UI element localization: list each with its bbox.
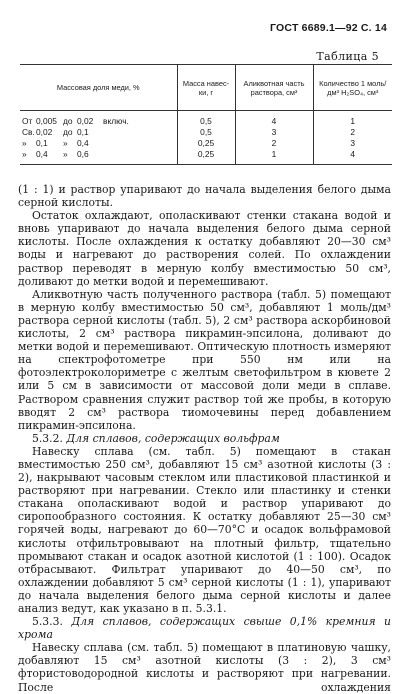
aliquot-cell: 4 (235, 111, 313, 128)
table-row (20, 111, 392, 128)
table-row (20, 138, 392, 149)
paragraph: Навеску сплава (см. табл. 5) помещают в платиновую чашку, добавляют 15 см³ азотной кислоты (3 : 2), 3 см³ фтористоводородной кислоты и растворяют при нагревании. После охлаждения (18, 641, 391, 694)
table-header-row (20, 65, 392, 111)
mass-cell: 0,25 (177, 149, 235, 165)
section-heading-5-3-2: 5.3.2. Для сплавов, содержащих вольфрам (32, 431, 280, 445)
table-title: Таблица 5 (316, 50, 379, 63)
acid-cell: 4 (313, 149, 392, 165)
paragraph: Аликвотную часть полученного раствора (табл. 5) помещают в мерную колбу вместимостью 50 см³, добавляют 1 моль/дм³ раствора серной кислоты (табл. 5), 2 см³ раствора аскорбиновой кислоты, 2 см³ раствора пикрамин-эпсилона, доливают до метки водой и перемешивают. Оптическую плотность измеряют на спектрофотометре при 550 нм или на фотоэлектроколориметре с желтым светофильтром в кювете 2 или 5 см в зависимости от массовой доли меди в сплаве. Раствором сравнения служит раствор той же пробы, в которую вводят 2 см³ раствора тиомочевины перед добавлением пикрамин-эпсилона. (18, 287, 391, 432)
mass-cell: 0,5 (177, 111, 235, 128)
acid-cell: 3 (313, 138, 392, 149)
table-row (20, 127, 392, 138)
column-header-mass: Масса навес-ки, г (177, 65, 235, 111)
copper-range-cell: » 0,4 » 0,6 (20, 149, 177, 165)
table-row (20, 149, 392, 165)
copper-range-cell: Св.0,02 до 0,1 (22, 127, 89, 137)
aliquot-cell: 1 (235, 149, 313, 165)
aliquot-cell: 3 (235, 127, 313, 138)
section-heading-5-3-3: 5.3.3. Для сплавов, содержащих свыше 0,1% кремния и хрома (18, 615, 392, 642)
column-header-aliquot: Аликвотная часть раствора, см³ (235, 65, 313, 111)
column-header-copper: Массовая доля меди, % (20, 65, 177, 111)
paragraph: Остаток охлаждают, ополаскивают стенки стакана водой и вновь упаривают до начала выделения белого дыма серной кислоты. После охлаждения к остатку добавляют 20—30 см³ воды и нагревают до растворения солей. По охлаждении раствор переводят в мерную колбу вместимостью 50 см³, доливают до метки водой и перемешивают. (18, 209, 391, 288)
mass-cell: 0,5 (177, 127, 235, 138)
page-header: ГОСТ 6689.1—92 С. 14 (270, 22, 387, 34)
acid-cell: 1 (313, 111, 392, 128)
paragraph: Навеску сплава (см. табл. 5) помещают в стакан вместимостью 250 см³, добавляют 15 см³ азотной кислоты (3 : 2), накрывают часовым стеклом или пластиковой пластинкой и растворяют при нагревании. Стекло или пластинку и стенки стакана ополаскивают водой и раствор упаривают до сиропообразного состояния. К остатку добавляют 25—30 см³ горячей воды, нагревают до 60—70°С и осадок вольфрамовой кислоты отфильтровывают на плотный фильтр, тщательно промывают стакан и осадок азотной кислотой (1 : 100). Осадок отбрасывают. Фильтрат упаривают до 40—50 см³, по охлаждении добавляют 5 см³ серной кислоты (1 : 1), упаривают до начала выделения белого дыма серной кислоты и далее анализ ведут, как указано в п. 5.3.1. (18, 444, 391, 615)
copper-range-cell: От 0,005 до 0,02 включ. (22, 116, 129, 126)
document-body (18, 183, 391, 694)
copper-range-cell: » 0,1 » 0,4 (22, 138, 89, 148)
column-header-acid: Количество 1 моль/дм³ H₂SO₄, см³ (313, 65, 392, 111)
data-table (20, 64, 392, 165)
mass-cell: 0,25 (177, 138, 235, 149)
paragraph: (1 : 1) и раствор упаривают до начала выделения белого дыма серной кислоты. (18, 183, 391, 210)
aliquot-cell: 2 (235, 138, 313, 149)
acid-cell: 2 (313, 127, 392, 138)
